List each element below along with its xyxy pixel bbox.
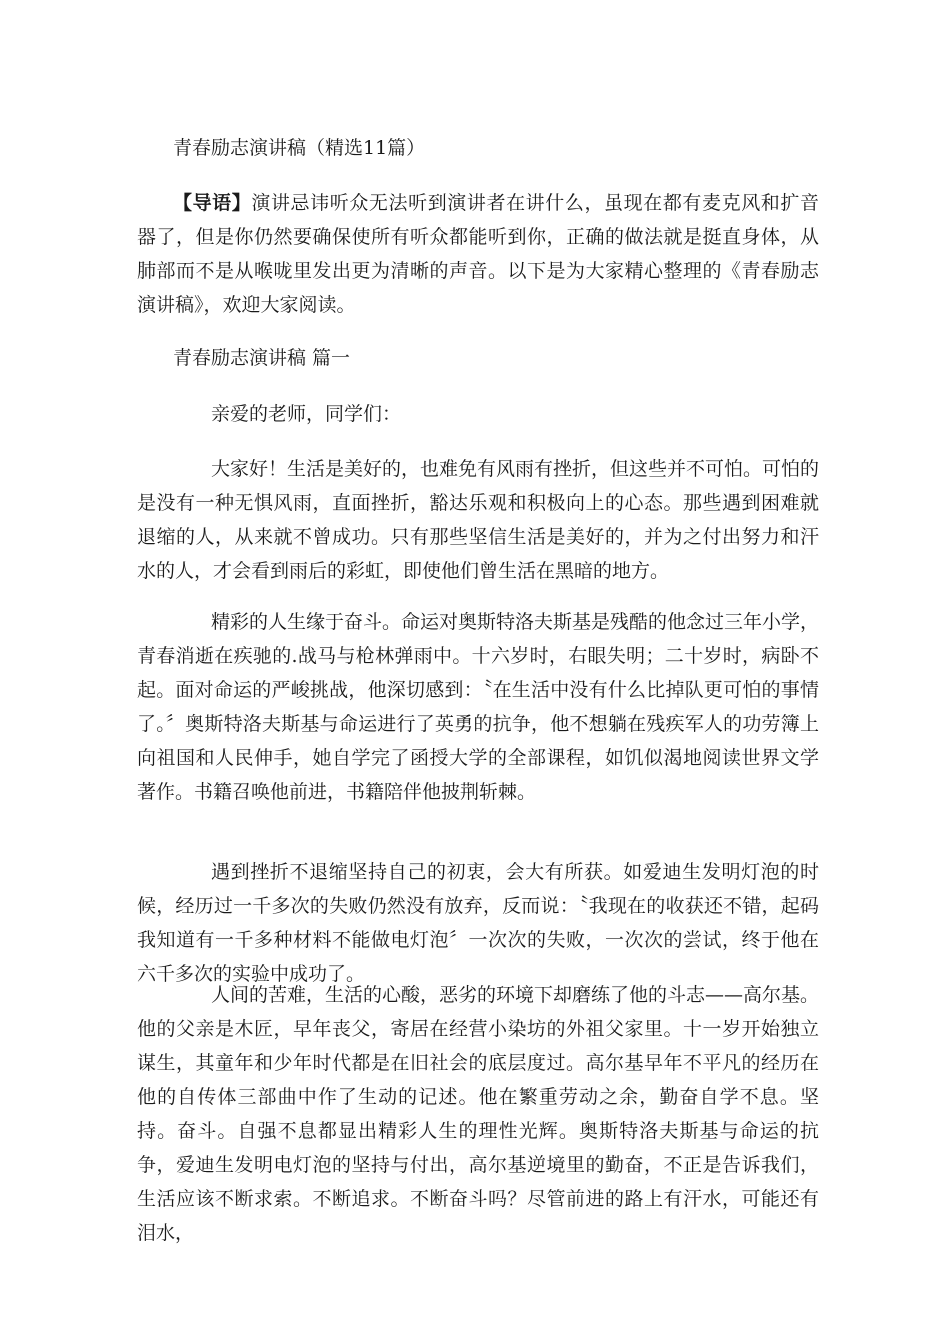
intro-text: 演讲忌讳听众无法听到演讲者在讲什么，虽现在都有麦克风和扩音器了，但是你仍然要确保使所有听众都能听到你，正确的做法就是挺直身体，从肺部而不是从喉咙里发出更为清晰的声音。以下是为大家精心整理的《青春励志演讲稿》，欢迎大家阅读。 bbox=[137, 192, 819, 316]
body-paragraph-3: 遇到挫折不退缩坚持自己的初衷，会大有所获。如爱迪生发明灯泡的时候，经历过一千多次的失败仍然没有放弃，反而说：〝我现在的收获还不错，起码我知道有一千多种材料不能做电灯泡〞一次次的失败，一次次的尝试，终于他在六千多次的实验中成功了。 bbox=[137, 861, 819, 985]
salutation: 亲爱的老师，同学们： bbox=[211, 403, 402, 425]
body-paragraph-2: 精彩的人生缘于奋斗。命运对奥斯特洛夫斯基是残酷的他念过三年小学，青春消逝在疾驰的.战马与枪林弹雨中。十六岁时，右眼失明；二十岁时，病卧不起。面对命运的严峻挑战，他深切感到：〝在生活中没有什么比掉队更可怕的事情了。〞奥斯特洛夫斯基与命运进行了英勇的抗争，他不想躺在残疾军人的功劳簿上向祖国和人民伸手，她自学完了函授大学的全部课程，如饥似渴地阅读世界文学著作。书籍召唤他前进，书籍陪伴他披荆斩棘。 bbox=[137, 611, 820, 803]
body-paragraph-4: 人间的苦难，生活的心酸，恶劣的环境下却磨练了他的斗志——高尔基。他的父亲是木匠，早年丧父，寄居在经营小染坊的外祖父家里。十一岁开始独立谋生，其童年和少年时代都是在旧社会的底层度过。高尔基早年不平凡的经历在他的自传体三部曲中作了生动的记述。他在繁重劳动之余，勤奋自学不息。坚持。奋斗。自强不息都显出精彩人生的理性光辉。奥斯特洛夫斯基与命运的抗争，爱迪生发明电灯泡的坚持与付出，高尔基逆境里的勤奋，不正是告诉我们，生活应该不断求索。不断追求。不断奋斗吗？尽管前进的路上有汗水，可能还有泪水， bbox=[137, 984, 820, 1244]
intro-paragraph bbox=[137, 186, 819, 322]
intro-label: 【导语】 bbox=[173, 192, 252, 214]
document-title: 青春励志演讲稿（精选11篇） bbox=[173, 137, 426, 159]
body-paragraph-1: 大家好！生活是美好的，也难免有风雨有挫折，但这些并不可怕。可怕的是没有一种无惧风雨，直面挫折，豁达乐观和积极向上的心态。那些遇到困难就退缩的人，从来就不曾成功。只有那些坚信生活是美好的，并为之付出努力和汗水的人，才会看到雨后的彩虹，即使他们曾生活在黑暗的地方。 bbox=[137, 458, 820, 582]
section-title: 青春励志演讲稿 篇一 bbox=[173, 347, 351, 369]
